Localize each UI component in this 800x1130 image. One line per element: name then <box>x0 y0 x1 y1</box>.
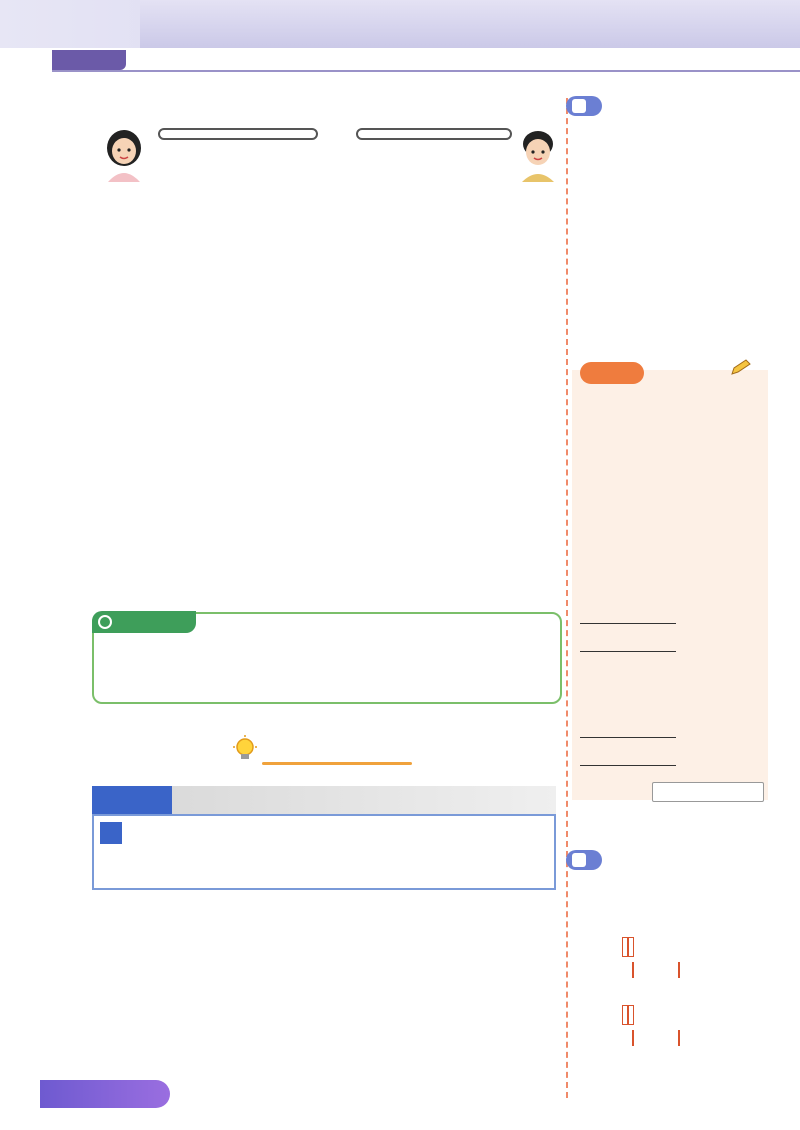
practice-add-blank-2[interactable] <box>580 724 676 738</box>
footer-bar <box>40 1080 170 1108</box>
arrow-3 <box>632 1030 634 1046</box>
arrow-2 <box>678 962 680 978</box>
header-badge <box>52 50 126 70</box>
summary-tag <box>92 611 196 633</box>
answer-reference <box>652 782 764 802</box>
practice-mul-blank-2[interactable] <box>580 752 676 766</box>
practice-add-blank[interactable] <box>580 610 676 624</box>
right-speech-bubble <box>356 128 512 140</box>
top-band-paper <box>140 0 800 48</box>
target-icon <box>98 615 112 629</box>
header-divider <box>52 70 800 72</box>
lightbulb-icon <box>230 734 260 764</box>
flower-pots-image <box>600 424 748 548</box>
example-tag <box>100 822 122 844</box>
right-column-divider <box>566 98 568 1098</box>
arrow-1 <box>632 962 634 978</box>
left-speech-bubble <box>158 128 318 140</box>
girl-icon <box>100 126 148 182</box>
practice-add-row <box>580 610 676 628</box>
practice-mul-blank[interactable] <box>580 638 676 652</box>
practice-tag <box>580 362 644 384</box>
arrow-4 <box>678 1030 680 1046</box>
error-tag <box>92 786 172 814</box>
strategy-row-1 <box>622 938 634 956</box>
strategy-tag <box>566 850 602 870</box>
practice-mul-row <box>580 638 676 656</box>
ji-box-2 <box>628 937 634 957</box>
boy-icon <box>514 126 562 182</box>
hand-icon-2 <box>572 853 586 867</box>
qa-tag <box>566 96 602 116</box>
top-band <box>0 0 800 48</box>
practice-mul-row-2 <box>580 752 676 770</box>
example-box <box>92 814 556 890</box>
ji-box-4 <box>628 1005 634 1025</box>
hand-icon <box>572 99 586 113</box>
right-dot-grid <box>380 196 550 280</box>
confusion-title-underline <box>262 762 412 765</box>
left-dot-grid <box>172 196 320 320</box>
strategy-row-2 <box>622 1006 634 1024</box>
practice-add-row-2 <box>580 724 676 742</box>
pencil-icon <box>730 358 752 376</box>
